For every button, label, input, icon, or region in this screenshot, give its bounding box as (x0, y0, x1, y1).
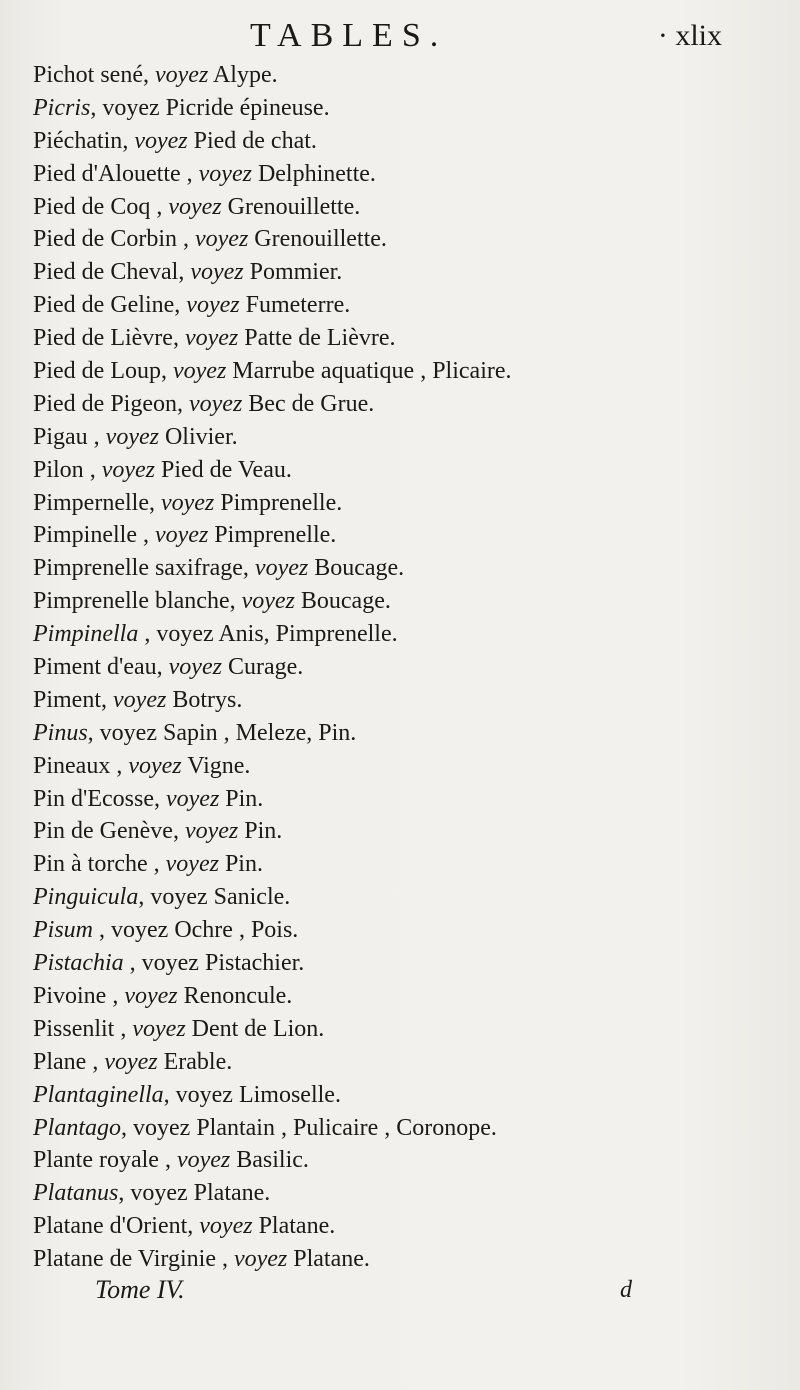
entry-voyez: voyez (105, 423, 159, 450)
entry-reference: Delphinette. (251, 160, 376, 187)
entry-voyez: voyez (111, 917, 169, 944)
index-entry-list (33, 59, 753, 1276)
entry-reference: Basilic. (230, 1147, 309, 1174)
entry-separator: , (87, 719, 100, 746)
entry-headword: Pineaux (33, 752, 111, 779)
entry-voyez: voyez (130, 1180, 188, 1207)
entry-reference: Bec de Grue. (242, 390, 375, 417)
entry-separator: , (122, 127, 135, 154)
entry-voyez: voyez (176, 1147, 231, 1174)
entry-headword: Plante royale (33, 1147, 159, 1174)
volume-signature: Tome IV. (95, 1275, 185, 1304)
entry-separator: , (147, 851, 166, 878)
entry-separator: , (187, 1213, 200, 1240)
entry-headword: Piéchatin (33, 127, 123, 154)
entry-reference: Curage. (221, 654, 304, 681)
index-entry (33, 1112, 753, 1145)
entry-separator: , (174, 292, 187, 319)
entry-voyez: voyez (254, 555, 309, 582)
entry-headword: Pied de Corbin (33, 226, 177, 253)
entry-reference: Pin. (218, 851, 263, 878)
entry-separator: , (150, 193, 169, 220)
index-entry (33, 519, 753, 552)
entry-reference: Plantain , Pulicaire , Coronope. (190, 1114, 497, 1141)
entry-voyez: voyez (154, 62, 209, 88)
index-entry (33, 487, 753, 520)
index-entry (33, 980, 753, 1013)
entry-voyez: voyez (189, 390, 243, 417)
entry-headword: Pin de Genève (33, 818, 173, 845)
entry-separator: , (172, 325, 185, 352)
index-entry (33, 289, 753, 322)
entry-voyez: voyez (156, 621, 214, 648)
index-entry (33, 1079, 753, 1112)
entry-reference: Pimprenelle. (208, 522, 337, 549)
entry-headword: Platane de Virginie (33, 1246, 216, 1273)
entry-separator: , (158, 1147, 177, 1174)
entry-voyez: voyez (175, 1081, 233, 1108)
entry-voyez: voyez (199, 1213, 253, 1240)
index-entry (33, 848, 753, 881)
entry-separator: , (178, 259, 191, 286)
entry-reference: Boucage. (308, 555, 405, 582)
entry-separator: , (110, 752, 129, 779)
entry-separator: , (153, 785, 166, 812)
entry-reference: Grenouillette. (248, 226, 387, 253)
entry-voyez: voyez (165, 785, 220, 812)
entry-reference: Vigne. (181, 752, 251, 779)
entry-separator: , (137, 522, 155, 549)
entry-headword: Pinguicula (33, 884, 139, 911)
entry-separator: , (242, 555, 255, 582)
entry-voyez: voyez (233, 1246, 288, 1273)
entry-headword: Pistachia (33, 950, 124, 977)
entry-separator: , (87, 423, 106, 450)
entry-headword: Pinus (33, 719, 88, 746)
entry-separator: , (83, 456, 102, 483)
entry-reference: Botrys. (166, 686, 243, 713)
index-entry (33, 1177, 753, 1210)
entry-headword: Pisum (33, 917, 93, 944)
entry-separator: , (118, 1180, 131, 1207)
entry-headword: Piment (33, 686, 102, 713)
entry-voyez: voyez (186, 292, 240, 319)
index-entry (33, 750, 753, 783)
entry-reference: Erable. (157, 1048, 233, 1075)
running-title: TABLES. (250, 17, 448, 54)
entry-headword: Pied de Geline (33, 292, 175, 319)
entry-reference: Pin. (238, 818, 283, 845)
entry-voyez: voyez (184, 818, 239, 845)
entry-separator: , (215, 1246, 234, 1273)
entry-headword: Platanus (33, 1180, 119, 1207)
entry-reference: Sapin , Meleze, Pin. (156, 719, 357, 746)
index-entry (33, 191, 753, 224)
entry-separator: , (121, 1114, 133, 1141)
index-entry (33, 1144, 753, 1177)
entry-voyez: voyez (141, 950, 199, 977)
entry-headword: Pimprenelle saxifrage (33, 555, 243, 582)
index-entry (33, 914, 753, 947)
gathering-signature: d (620, 1277, 632, 1303)
entry-separator: , (101, 686, 114, 713)
entry-reference: Platane. (187, 1180, 271, 1207)
entry-reference: Pin. (219, 785, 264, 812)
entry-reference: Olivier. (158, 423, 238, 450)
entry-headword: Pilon (33, 456, 84, 483)
entry-separator: , (163, 1081, 176, 1108)
entry-voyez: voyez (124, 982, 178, 1009)
index-entry (33, 421, 753, 454)
entry-headword: Pivoine (33, 982, 107, 1009)
entry-headword: Pimpinella (33, 621, 139, 648)
entry-headword: Picris (33, 94, 91, 121)
entry-reference: Pied de Veau. (154, 456, 292, 483)
entry-headword: Pied de Cheval (33, 259, 179, 286)
entry-reference: Anis, Pimprenelle. (213, 621, 398, 648)
entry-reference: Fumeterre. (239, 292, 351, 319)
entry-separator: , (138, 621, 157, 648)
index-entry (33, 92, 753, 125)
entry-separator: , (156, 654, 169, 681)
entry-reference: Patte de Lièvre. (238, 325, 396, 352)
entry-voyez: voyez (165, 851, 219, 878)
index-entry (33, 947, 753, 980)
entry-voyez: voyez (190, 259, 244, 286)
index-entry (33, 651, 753, 684)
entry-reference: Marrube aquatique , Plicaire. (226, 358, 512, 385)
entry-separator: , (114, 1015, 133, 1042)
entry-reference: Renoncule. (177, 982, 293, 1009)
entry-voyez: voyez (168, 654, 222, 681)
index-entry (33, 125, 753, 158)
entry-headword: Pied d'Alouette (33, 160, 181, 187)
entry-voyez: voyez (155, 522, 209, 549)
index-entry (33, 684, 753, 717)
entry-voyez: voyez (132, 1015, 186, 1042)
entry-voyez: voyez (241, 588, 295, 615)
entry-separator: , (148, 489, 161, 516)
entry-separator: , (160, 358, 173, 385)
entry-headword: Pimpernelle (33, 489, 149, 516)
entry-voyez: voyez (133, 1114, 191, 1141)
entry-headword: Pied de Pigeon (33, 390, 177, 417)
entry-headword: Pin à torche (33, 851, 148, 878)
entry-reference: Limoselle. (232, 1081, 341, 1108)
entry-separator: , (177, 226, 195, 253)
entry-voyez: voyez (104, 1048, 158, 1075)
entry-voyez: voyez (184, 325, 239, 352)
entry-reference: Picride épineuse. (159, 94, 330, 121)
entry-headword: Plane (33, 1048, 87, 1075)
index-entry (33, 355, 753, 388)
entry-separator: , (138, 884, 151, 911)
page-number: · xlix (657, 19, 722, 52)
entry-headword: Pimprenelle blanche (33, 588, 230, 615)
entry-voyez: voyez (172, 358, 227, 385)
index-entry (33, 158, 753, 191)
entry-headword: Pin d'Ecosse (33, 785, 154, 812)
entry-reference: Platane. (287, 1246, 370, 1273)
index-entry (33, 717, 753, 750)
entry-reference: Pommier. (243, 259, 343, 286)
entry-separator: , (142, 62, 155, 88)
index-entry (33, 454, 753, 487)
index-entry (33, 388, 753, 421)
entry-voyez: voyez (113, 686, 167, 713)
entry-voyez: voyez (160, 489, 215, 516)
entry-reference: Ochre , Pois. (168, 917, 299, 944)
entry-reference: Dent de Lion. (185, 1015, 325, 1042)
entry-reference: Pied de chat. (187, 127, 317, 154)
entry-headword: Pigau (33, 423, 88, 450)
entry-reference: Alype. (208, 62, 278, 88)
entry-voyez: voyez (99, 719, 157, 746)
entry-headword: Platane d'Orient (33, 1213, 188, 1240)
entry-headword: Pichot sené (33, 62, 143, 88)
index-entry (33, 322, 753, 355)
entry-separator: , (90, 94, 103, 121)
index-entry (33, 1210, 753, 1243)
index-entry (33, 815, 753, 848)
index-entry (33, 223, 753, 256)
page-footer (0, 1270, 800, 1310)
index-entry (33, 585, 753, 618)
entry-separator: , (172, 818, 185, 845)
entry-reference: Pimprenelle. (214, 489, 343, 516)
entry-separator: , (123, 950, 142, 977)
entry-reference: Pistachier. (198, 950, 305, 977)
entry-reference: Grenouillette. (221, 193, 361, 220)
entry-reference: Boucage. (294, 588, 391, 615)
page-header (0, 14, 800, 58)
entry-separator: , (93, 917, 111, 944)
entry-voyez: voyez (128, 752, 182, 779)
index-entry (33, 552, 753, 585)
entry-voyez: voyez (168, 193, 222, 220)
entry-headword: Pissenlit (33, 1015, 115, 1042)
entry-separator: , (177, 390, 189, 417)
index-entry (33, 256, 753, 289)
index-entry (33, 783, 753, 816)
index-entry (33, 59, 753, 92)
entry-voyez: voyez (198, 160, 252, 187)
entry-headword: Piment d'eau (33, 654, 157, 681)
index-entry (33, 1013, 753, 1046)
entry-headword: Plantago (33, 1114, 121, 1141)
entry-voyez: voyez (150, 884, 208, 911)
entry-headword: Pied de Lièvre (33, 325, 173, 352)
entry-headword: Pimpinelle (33, 522, 137, 549)
entry-reference: Sanicle. (207, 884, 291, 911)
entry-separator: , (180, 160, 199, 187)
entry-separator: , (86, 1048, 105, 1075)
entry-headword: Pied de Coq (33, 193, 151, 220)
entry-headword: Pied de Loup (33, 358, 161, 385)
entry-voyez: voyez (195, 226, 249, 253)
entry-voyez: voyez (134, 127, 188, 154)
entry-headword: Plantaginella (33, 1081, 164, 1108)
entry-separator: , (106, 982, 125, 1009)
index-entry (33, 881, 753, 914)
index-entry (33, 1046, 753, 1079)
index-entry (33, 618, 753, 651)
entry-voyez: voyez (101, 456, 155, 483)
entry-reference: Platane. (252, 1213, 336, 1240)
entry-separator: , (229, 588, 242, 615)
entry-voyez: voyez (102, 94, 160, 121)
